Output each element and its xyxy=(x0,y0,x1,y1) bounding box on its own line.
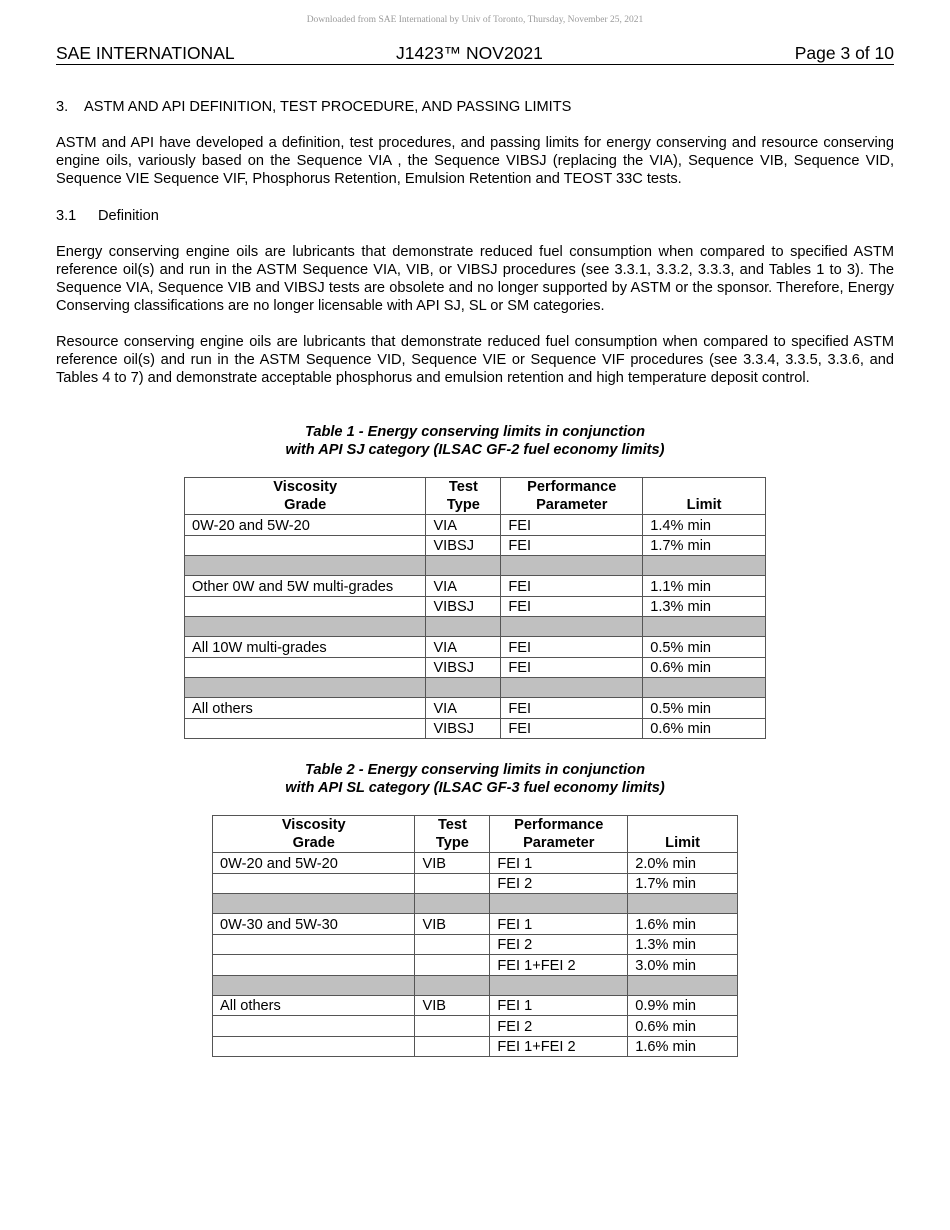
table-1-caption xyxy=(0,423,950,459)
table-separator-row xyxy=(185,617,766,637)
table-row xyxy=(213,853,738,874)
table-separator-row xyxy=(185,678,766,698)
table-row xyxy=(213,1016,738,1037)
limit-cell: 1.7% min xyxy=(628,873,738,894)
limit-cell: 0.6% min xyxy=(643,718,766,739)
performance-parameter-cell: FEI 2 xyxy=(490,934,628,955)
performance-parameter-cell xyxy=(501,678,643,698)
limit-cell: 1.6% min xyxy=(628,1036,738,1057)
test-type-cell: VIA xyxy=(426,698,501,719)
table-row xyxy=(185,596,766,617)
limit-cell: 0.6% min xyxy=(643,657,766,678)
limit-cell xyxy=(643,617,766,637)
download-watermark: Downloaded from SAE International by Univ of Toronto, Thursday, November 25, 2021 xyxy=(306,15,644,25)
test-type-cell: VIA xyxy=(426,515,501,536)
table-1-header-row xyxy=(185,478,766,515)
section-3-heading xyxy=(56,98,894,116)
table-2-body xyxy=(213,853,738,1057)
table-row xyxy=(185,718,766,739)
table-2-caption xyxy=(0,761,950,797)
test-type-cell xyxy=(415,873,490,894)
table-row xyxy=(213,873,738,894)
limit-cell xyxy=(643,556,766,576)
header-doc-id: J1423™ NOV2021 xyxy=(396,43,543,63)
table-row xyxy=(185,698,766,719)
test-type-cell xyxy=(415,894,490,914)
performance-parameter-cell: FEI 1+FEI 2 xyxy=(490,955,628,976)
performance-parameter-cell: FEI 2 xyxy=(490,873,628,894)
table-1-caption-line-1: Table 1 - Energy conserving limits in conjunction xyxy=(304,424,646,440)
viscosity-grade-cell xyxy=(213,1036,415,1057)
test-type-cell xyxy=(415,1036,490,1057)
table-row xyxy=(213,1036,738,1057)
table-2-caption-line-2: with API SL category (ILSAC GF-3 fuel economy limits) xyxy=(285,780,665,796)
viscosity-grade-cell xyxy=(185,678,426,698)
table-row xyxy=(213,995,738,1016)
viscosity-grade-cell xyxy=(213,873,415,894)
test-type-cell: VIBSJ xyxy=(426,718,501,739)
section-3-paragraph: ASTM and API have developed a definition, test procedures, and passing limits for energy conserving and resource conserving engine oils, variously based on the Sequence VIA , the Sequence VIBSJ (replacing the VIA), Sequence VIB, Sequence VID, Sequence VIE Sequence VIF, Phosphorus Retention, Emulsion Retention and TEOST 33C tests. xyxy=(56,135,894,187)
performance-parameter-cell: FEI xyxy=(501,698,643,719)
viscosity-grade-cell: 0W-30 and 5W-30 xyxy=(213,914,415,935)
viscosity-grade-cell xyxy=(213,1016,415,1037)
header-viscosity-grade: Viscosity Grade xyxy=(213,816,415,853)
viscosity-grade-cell xyxy=(185,596,426,617)
test-type-cell xyxy=(415,975,490,995)
header-viscosity-grade: Viscosity Grade xyxy=(185,478,426,515)
performance-parameter-cell: FEI 1+FEI 2 xyxy=(490,1036,628,1057)
performance-parameter-cell: FEI xyxy=(501,596,643,617)
viscosity-grade-cell: Other 0W and 5W multi-grades xyxy=(185,576,426,597)
limit-cell: 0.9% min xyxy=(628,995,738,1016)
limit-cell: 2.0% min xyxy=(628,853,738,874)
test-type-cell xyxy=(426,556,501,576)
performance-parameter-cell: FEI 1 xyxy=(490,853,628,874)
header-page-number: Page 3 of 10 xyxy=(794,43,894,63)
performance-parameter-cell xyxy=(501,617,643,637)
viscosity-grade-cell xyxy=(185,657,426,678)
performance-parameter-cell xyxy=(490,894,628,914)
header-org: SAE INTERNATIONAL xyxy=(56,43,235,63)
header-limit: Limit xyxy=(628,816,738,853)
test-type-cell: VIA xyxy=(426,576,501,597)
table-row xyxy=(213,914,738,935)
table-row xyxy=(185,657,766,678)
viscosity-grade-cell: 0W-20 and 5W-20 xyxy=(185,515,426,536)
header-performance-parameter: Performance Parameter xyxy=(490,816,628,853)
table-separator-row xyxy=(213,894,738,914)
table-1 xyxy=(184,477,766,739)
viscosity-grade-cell xyxy=(185,556,426,576)
viscosity-grade-cell: All others xyxy=(213,995,415,1016)
limit-cell: 1.3% min xyxy=(643,596,766,617)
viscosity-grade-cell xyxy=(185,535,426,556)
performance-parameter-cell: FEI 1 xyxy=(490,995,628,1016)
section-3-1-title: Definition xyxy=(98,208,159,224)
test-type-cell: VIBSJ xyxy=(426,535,501,556)
table-row xyxy=(185,535,766,556)
test-type-cell: VIB xyxy=(415,914,490,935)
header-limit: Limit xyxy=(643,478,766,515)
performance-parameter-cell: FEI xyxy=(501,576,643,597)
test-type-cell xyxy=(426,617,501,637)
test-type-cell: VIB xyxy=(415,995,490,1016)
limit-cell: 3.0% min xyxy=(628,955,738,976)
table-1-caption-line-2: with API SJ category (ILSAC GF-2 fuel economy limits) xyxy=(285,442,665,458)
table-row xyxy=(185,637,766,658)
section-3-number: 3. xyxy=(56,99,69,115)
test-type-cell xyxy=(415,955,490,976)
header-performance-parameter: Performance Parameter xyxy=(501,478,643,515)
section-3-title: ASTM AND API DEFINITION, TEST PROCEDURE, AND PASSING LIMITS xyxy=(84,99,572,115)
table-2-header-row xyxy=(213,816,738,853)
performance-parameter-cell: FEI 2 xyxy=(490,1016,628,1037)
performance-parameter-cell: FEI xyxy=(501,637,643,658)
performance-parameter-cell: FEI xyxy=(501,535,643,556)
performance-parameter-cell: FEI xyxy=(501,718,643,739)
header-test-type: Test Type xyxy=(426,478,501,515)
limit-cell xyxy=(628,894,738,914)
limit-cell: 1.7% min xyxy=(643,535,766,556)
viscosity-grade-cell xyxy=(213,894,415,914)
limit-cell: 1.6% min xyxy=(628,914,738,935)
limit-cell: 0.6% min xyxy=(628,1016,738,1037)
limit-cell: 1.4% min xyxy=(643,515,766,536)
table-row xyxy=(213,955,738,976)
viscosity-grade-cell: All 10W multi-grades xyxy=(185,637,426,658)
performance-parameter-cell xyxy=(490,975,628,995)
table-row xyxy=(185,515,766,536)
header-test-type: Test Type xyxy=(415,816,490,853)
test-type-cell: VIB xyxy=(415,853,490,874)
table-2 xyxy=(212,815,738,1057)
viscosity-grade-cell xyxy=(185,718,426,739)
test-type-cell: VIA xyxy=(426,637,501,658)
limit-cell: 0.5% min xyxy=(643,637,766,658)
viscosity-grade-cell xyxy=(213,955,415,976)
limit-cell xyxy=(643,678,766,698)
performance-parameter-cell: FEI 1 xyxy=(490,914,628,935)
performance-parameter-cell xyxy=(501,556,643,576)
test-type-cell xyxy=(415,1016,490,1037)
table-separator-row xyxy=(185,556,766,576)
viscosity-grade-cell: 0W-20 and 5W-20 xyxy=(213,853,415,874)
section-3-1-heading xyxy=(56,207,894,225)
definition-paragraph-1: Energy conserving engine oils are lubricants that demonstrate reduced fuel consumption when compared to specified ASTM reference oil(s) and run in the ASTM Sequence VIA, VIB, or VIBSJ procedures (see 3.3.1, 3.3.2, 3.3.3, and Tables 1 to 3). The Sequence VIA, Sequence VIB and VIBSJ tests are obsolete and no longer supported by ASTM or the sponsor. Therefore, Energy Conserving classifications are no longer licensable with API SJ, SL or SM categories. xyxy=(56,244,894,314)
test-type-cell xyxy=(415,934,490,955)
definition-paragraph-2: Resource conserving engine oils are lubricants that demonstrate reduced fuel consumption when compared to specified ASTM reference oil(s) and run in the ASTM Sequence VID, Sequence VIE or Sequence VIF procedures (see 3.3.4, 3.3.5, 3.3.6, and Tables 4 to 7) and demonstrate acceptable phosphorus and emulsion retention and high temperature deposit control. xyxy=(56,334,894,386)
viscosity-grade-cell: All others xyxy=(185,698,426,719)
performance-parameter-cell: FEI xyxy=(501,515,643,536)
viscosity-grade-cell xyxy=(213,934,415,955)
page-header xyxy=(56,43,894,65)
table-separator-row xyxy=(213,975,738,995)
limit-cell: 0.5% min xyxy=(643,698,766,719)
section-3-1-number: 3.1 xyxy=(56,208,77,224)
test-type-cell: VIBSJ xyxy=(426,596,501,617)
viscosity-grade-cell xyxy=(213,975,415,995)
test-type-cell xyxy=(426,678,501,698)
performance-parameter-cell: FEI xyxy=(501,657,643,678)
limit-cell xyxy=(628,975,738,995)
limit-cell: 1.3% min xyxy=(628,934,738,955)
viscosity-grade-cell xyxy=(185,617,426,637)
table-row xyxy=(213,934,738,955)
table-1-body xyxy=(185,515,766,739)
limit-cell: 1.1% min xyxy=(643,576,766,597)
test-type-cell: VIBSJ xyxy=(426,657,501,678)
table-row xyxy=(185,576,766,597)
table-2-caption-line-1: Table 2 - Energy conserving limits in conjunction xyxy=(304,762,646,778)
